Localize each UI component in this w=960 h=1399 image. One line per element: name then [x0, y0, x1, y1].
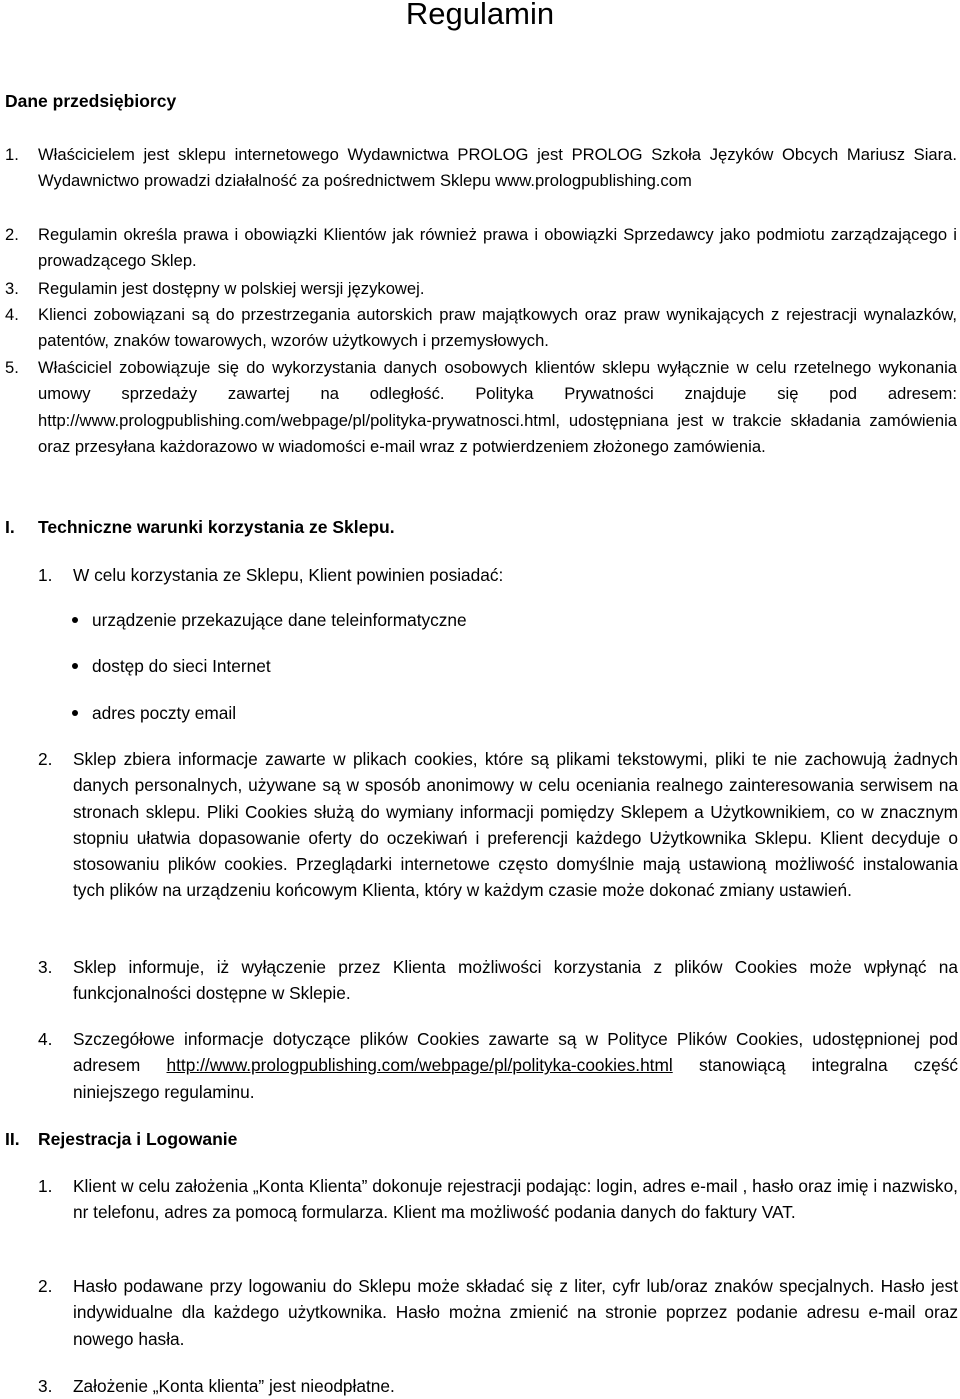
list-number: 3.	[38, 1376, 53, 1396]
list-text: Regulamin jest dostępny w polskiej wersji językowej.	[38, 279, 425, 298]
page-title: Regulamin	[405, 0, 555, 31]
list-number: 2.	[5, 225, 19, 244]
list-item	[38, 1273, 958, 1352]
list-number: 2.	[38, 749, 53, 769]
list-number: 3.	[38, 957, 53, 977]
list-number: 1.	[38, 1176, 53, 1196]
list-text: Sklep zbiera informacje zawarte w plikach cookies, które są plikami tekstowymi, pliki te nie zachowują żadnych danych personalnych, używane są w sposób anonimowy w celu oceniania realnego zainteresowania serwisem na stronach sklepu. Pliki Cookies służą do wymiany informacji pomiędzy Sklepem a Użytkownikiem, co w znacznym stopniu ułatwia dopasowanie oferty do oczekiwań i preferencji każdego Użytkownika Sklepu. Klient decyduje o stosowaniu plików cookies. Przeglądarki internetowe często domyślnie mają ustawioną możliwość instalowania tych plików na urządzeniu końcowym Klienta, który w każdym czasie może dokonać zmiany ustawień.	[73, 749, 958, 901]
cookies-policy-link[interactable]: http://www.prologpublishing.com/webpage/pl/polityka-cookies.html	[166, 1055, 673, 1076]
list-text: Klienci zobowiązani są do przestrzegania autorskich praw majątkowych oraz praw wynikających z rejestracji wynalazków, patentów, znaków towarowych, wzorów użytkowych i przemysłowych.	[38, 305, 957, 351]
section-heading-dane: Dane przedsiębiorcy	[5, 91, 177, 111]
list-text: Założenie „Konta klienta” jest nieodpłatne.	[73, 1376, 395, 1396]
list-item	[5, 276, 957, 302]
text-segment: Szczegółowe informacje dotyczące plików Cookies zawarte są w Polityce Plików Cookies, udostępnionej pod adresem	[73, 1029, 958, 1076]
list-text: Klient w celu założenia „Konta Klienta” dokonuje rejestracji podając: login, adres e-mail , hasło oraz imię i nazwisko, nr telefonu, adres za pomocą formularza. Klient ma możliwość podania danych do faktury VAT.	[73, 1176, 958, 1223]
list-item	[5, 355, 957, 460]
list-text: Sklep informuje, iż wyłączenie przez Klienta możliwości korzystania z plików Cookies może wpłynąć na funkcjonalności dostępne w Sklepie.	[73, 957, 958, 1004]
bullet-text: urządzenie przekazujące dane teleinformatyczne	[92, 610, 467, 630]
list-text: Regulamin określa prawa i obowiązki Klientów jak również prawa i obowiązki Sprzedawcy jako podmiotu zarządzającego i prowadzącego Sklep.	[38, 225, 957, 271]
list-text: Właścicielem jest sklepu internetowego Wydawnictwa PROLOG jest PROLOG Szkoła Języków Obcych Mariusz Siara. Wydawnictwo prowadzi działalność za pośrednictwem Sklepu www.prologpublishing.com	[38, 145, 957, 191]
list-item	[38, 954, 958, 1007]
bullet-text: adres poczty email	[92, 703, 237, 723]
section-number: II.	[5, 1129, 20, 1149]
list-number: 4.	[5, 305, 19, 324]
list-item	[38, 1026, 958, 1105]
list-text	[73, 1026, 958, 1105]
list-item	[38, 1373, 958, 1399]
list-item	[5, 142, 957, 195]
list-item	[38, 562, 958, 588]
bullet-dot	[72, 710, 78, 716]
bullet-dot	[72, 663, 78, 669]
list-item	[38, 746, 958, 904]
list-number: 1.	[5, 145, 19, 164]
list-text: W celu korzystania ze Sklepu, Klient powinien posiadać:	[73, 565, 504, 585]
bullet-dot	[72, 617, 78, 623]
section-heading-techniczne: Techniczne warunki korzystania ze Sklepu.	[38, 517, 395, 537]
list-item	[5, 222, 957, 275]
list-item	[5, 302, 957, 355]
list-number: 4.	[38, 1029, 53, 1049]
list-number: 5.	[5, 358, 19, 377]
list-item	[38, 1173, 958, 1226]
section-number: I.	[5, 517, 15, 537]
bullet-text: dostęp do sieci Internet	[92, 656, 271, 676]
list-text: Właściciel zobowiązuje się do wykorzystania danych osobowych klientów sklepu wyłącznie w celu rzetelnego wykonania umowy sprzedaży zawartej na odległość. Polityka Prywatności znajduje się pod adresem: http://www.prologpublishing.com/webpage/pl/polityka-prywatnosci.html, udostępniana jest w trakcie składania zamówienia oraz przesyłana każdorazowo w wiadomości e-mail wraz z potwierdzeniem złożonego zamówienia.	[38, 358, 957, 456]
list-number: 3.	[5, 279, 19, 298]
list-text: Hasło podawane przy logowaniu do Sklepu może składać się z liter, cyfr lub/oraz znaków specjalnych. Hasło jest indywidualne dla każdego użytkownika. Hasło można zmienić na stronie poprzez podanie adresu e-mail oraz nowego hasła.	[73, 1276, 958, 1349]
text-segment: stanowiącą integralna część niniejszego regulaminu.	[73, 1055, 959, 1102]
list-number: 2.	[38, 1276, 53, 1296]
list-number: 1.	[38, 565, 53, 585]
section-heading-rejestracja: Rejestracja i Logowanie	[38, 1129, 238, 1149]
